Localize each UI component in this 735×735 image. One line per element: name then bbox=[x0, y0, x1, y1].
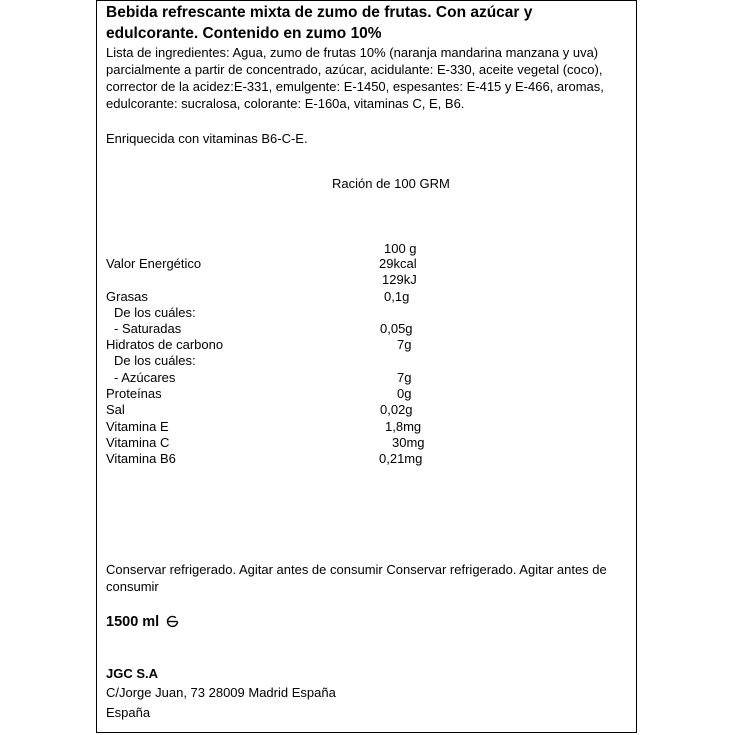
estimated-sign-icon bbox=[166, 615, 179, 628]
company-country: España bbox=[106, 705, 151, 720]
company-address: C/Jorge Juan, 73 28009 Madrid España bbox=[106, 685, 336, 700]
net-quantity-value: 1500 ml bbox=[106, 614, 160, 630]
nutrient-value: 30mg bbox=[392, 435, 425, 450]
storage-instructions: Conservar refrigerado. Agitar antes de consumir Conservar refrigerado. Agitar antes de consumir bbox=[106, 562, 607, 594]
nutrition-header: 100 g bbox=[384, 241, 417, 256]
nutrient-value: 0,21mg bbox=[379, 451, 423, 466]
nutrient-value: 7g bbox=[397, 370, 412, 385]
nutrient-label: Vitamina B6 bbox=[106, 451, 176, 466]
net-quantity bbox=[106, 613, 179, 631]
nutrient-label: Proteínas bbox=[106, 386, 162, 401]
nutrient-label: - Azúcares bbox=[114, 370, 176, 385]
nutrient-sublabel: De los cuáles: bbox=[114, 305, 196, 320]
nutrient-label: Grasas bbox=[106, 289, 148, 304]
nutrient-value: 0,05g bbox=[380, 321, 413, 336]
nutrient-label: Vitamina C bbox=[106, 435, 170, 450]
nutrient-sublabel: De los cuáles: bbox=[114, 353, 196, 368]
nutrient-value: 0g bbox=[397, 386, 412, 401]
company-name: JGC S.A bbox=[106, 666, 159, 681]
product-title: Bebida refrescante mixta de zumo de frutas. Con azúcar y edulcorante. Contenido en zumo 10% bbox=[106, 4, 533, 42]
nutrient-label: - Saturadas bbox=[114, 321, 182, 336]
enriched-note: Enriquecida con vitaminas B6-C-E. bbox=[106, 131, 308, 146]
ingredients-list: Lista de ingredientes: Agua, zumo de frutas 10% (naranja mandarina manzana y uva) parcialmente a partir de concentrado, azúcar, acidulante: E-330, aceite vegetal (coco), corrector de la acidez:E-331, emulgente: E-1450, espesantes: E-415 y E-466, aromas, edulcorante: sucralosa, colorante: E-160a, vitaminas C, E, B6. bbox=[106, 45, 604, 111]
nutrient-label: Hidratos de carbono bbox=[106, 337, 224, 352]
nutrient-label: Vitamina E bbox=[106, 419, 169, 434]
energy-label: Valor Energético bbox=[106, 256, 202, 271]
nutrient-value: 0,02g bbox=[380, 402, 413, 417]
nutrient-value: 1,8mg bbox=[385, 419, 422, 434]
nutrient-value: 7g bbox=[397, 337, 412, 352]
nutrient-value: 0,1g bbox=[384, 289, 410, 304]
serving-size: Ración de 100 GRM bbox=[332, 176, 450, 191]
nutrient-label: Sal bbox=[106, 402, 125, 417]
energy-kj: 129kJ bbox=[382, 272, 417, 287]
energy-kcal: 29kcal bbox=[379, 256, 417, 271]
